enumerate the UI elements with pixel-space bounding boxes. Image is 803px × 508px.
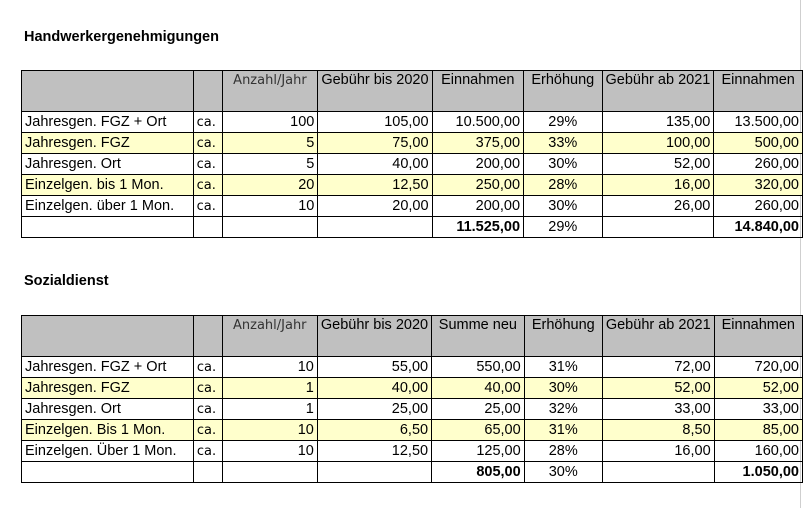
header-gebuehr-2021: Gebühr ab 2021 bbox=[602, 316, 714, 357]
total-anzahl bbox=[222, 217, 318, 238]
cell-anzahl: 100 bbox=[222, 112, 318, 133]
table-row bbox=[22, 420, 803, 441]
cell-erhoehung: 30% bbox=[524, 196, 602, 217]
total-gebuehr-2021 bbox=[602, 462, 714, 483]
total-ca bbox=[193, 217, 222, 238]
cell-erhoehung: 31% bbox=[524, 357, 602, 378]
header-einnahmen: Summe neu bbox=[432, 316, 525, 357]
header-gebuehr-2020: Gebühr bis 2020 bbox=[318, 71, 432, 112]
cell-gebuehr-2020: 12,50 bbox=[318, 175, 432, 196]
table-row bbox=[22, 154, 803, 175]
total-einnahmen-neu: 14.840,00 bbox=[714, 217, 803, 238]
cell-label: Einzelgen. über 1 Mon. bbox=[22, 196, 194, 217]
cell-label: Jahresgen. FGZ + Ort bbox=[22, 357, 194, 378]
header-erhoehung: Erhöhung bbox=[524, 71, 602, 112]
header-anzahl: Anzahl/Jahr bbox=[222, 316, 317, 357]
cell-einnahmen-neu: 52,00 bbox=[714, 378, 802, 399]
header-erhoehung: Erhöhung bbox=[524, 316, 602, 357]
header-gebuehr-2020: Gebühr bis 2020 bbox=[317, 316, 431, 357]
cell-anzahl: 1 bbox=[222, 378, 317, 399]
cell-label: Einzelgen. Über 1 Mon. bbox=[22, 441, 194, 462]
table-row bbox=[22, 175, 803, 196]
total-ca bbox=[193, 462, 222, 483]
cell-ca: ca. bbox=[193, 196, 222, 217]
cell-einnahmen: 550,00 bbox=[432, 357, 525, 378]
total-erhoehung: 30% bbox=[524, 462, 602, 483]
cell-gebuehr-2021: 26,00 bbox=[602, 196, 714, 217]
cell-label: Einzelgen. Bis 1 Mon. bbox=[22, 420, 194, 441]
cell-gebuehr-2020: 40,00 bbox=[317, 378, 431, 399]
cell-einnahmen: 40,00 bbox=[432, 378, 525, 399]
cell-erhoehung: 30% bbox=[524, 154, 602, 175]
header-row bbox=[22, 71, 803, 112]
cell-label: Jahresgen. Ort bbox=[22, 399, 194, 420]
cell-gebuehr-2020: 55,00 bbox=[317, 357, 431, 378]
cell-einnahmen-neu: 13.500,00 bbox=[714, 112, 803, 133]
total-label bbox=[22, 217, 194, 238]
cell-einnahmen: 375,00 bbox=[432, 133, 523, 154]
header-label bbox=[22, 316, 194, 357]
cell-label: Einzelgen. bis 1 Mon. bbox=[22, 175, 194, 196]
cell-gebuehr-2021: 8,50 bbox=[602, 420, 714, 441]
total-einnahmen: 11.525,00 bbox=[432, 217, 523, 238]
cell-anzahl: 10 bbox=[222, 357, 317, 378]
total-anzahl bbox=[222, 462, 317, 483]
cell-ca: ca. bbox=[193, 441, 222, 462]
cell-ca: ca. bbox=[193, 357, 222, 378]
total-einnahmen: 805,00 bbox=[432, 462, 525, 483]
cell-erhoehung: 28% bbox=[524, 441, 602, 462]
cell-einnahmen-neu: 260,00 bbox=[714, 196, 803, 217]
table-row bbox=[22, 378, 803, 399]
table-row bbox=[22, 441, 803, 462]
cell-einnahmen-neu: 260,00 bbox=[714, 154, 803, 175]
cell-anzahl: 20 bbox=[222, 175, 318, 196]
cell-anzahl: 10 bbox=[222, 420, 317, 441]
table-handwerkergenehmigungen bbox=[21, 70, 803, 238]
total-row bbox=[22, 217, 803, 238]
cell-einnahmen: 125,00 bbox=[432, 441, 525, 462]
table-sozialdienst bbox=[21, 315, 803, 483]
total-gebuehr-2020 bbox=[318, 217, 432, 238]
header-einnahmen-neu: Einnahmen bbox=[714, 316, 802, 357]
section-title-handwerker: Handwerkergenehmigungen bbox=[24, 29, 219, 45]
cell-erhoehung: 29% bbox=[524, 112, 602, 133]
cell-gebuehr-2021: 16,00 bbox=[602, 175, 714, 196]
cell-gebuehr-2021: 16,00 bbox=[602, 441, 714, 462]
cell-einnahmen: 25,00 bbox=[432, 399, 525, 420]
cell-gebuehr-2020: 6,50 bbox=[317, 420, 431, 441]
cell-erhoehung: 28% bbox=[524, 175, 602, 196]
total-gebuehr-2021 bbox=[602, 217, 714, 238]
header-gebuehr-2021: Gebühr ab 2021 bbox=[602, 71, 714, 112]
header-einnahmen-neu: Einnahmen bbox=[714, 71, 803, 112]
cell-gebuehr-2021: 52,00 bbox=[602, 154, 714, 175]
table-row bbox=[22, 399, 803, 420]
cell-erhoehung: 31% bbox=[524, 420, 602, 441]
total-erhoehung: 29% bbox=[524, 217, 602, 238]
cell-einnahmen-neu: 33,00 bbox=[714, 399, 802, 420]
cell-einnahmen-neu: 720,00 bbox=[714, 357, 802, 378]
cell-einnahmen-neu: 500,00 bbox=[714, 133, 803, 154]
cell-gebuehr-2020: 40,00 bbox=[318, 154, 432, 175]
table-row bbox=[22, 196, 803, 217]
header-ca bbox=[193, 316, 222, 357]
cell-anzahl: 5 bbox=[222, 154, 318, 175]
total-label bbox=[22, 462, 194, 483]
cell-gebuehr-2021: 52,00 bbox=[602, 378, 714, 399]
cell-ca: ca. bbox=[193, 112, 222, 133]
header-anzahl: Anzahl/Jahr bbox=[222, 71, 318, 112]
cell-erhoehung: 33% bbox=[524, 133, 602, 154]
header-einnahmen: Einnahmen bbox=[432, 71, 523, 112]
cell-ca: ca. bbox=[193, 175, 222, 196]
cell-gebuehr-2020: 75,00 bbox=[318, 133, 432, 154]
cell-gebuehr-2021: 72,00 bbox=[602, 357, 714, 378]
cell-einnahmen: 10.500,00 bbox=[432, 112, 523, 133]
cell-anzahl: 5 bbox=[222, 133, 318, 154]
cell-ca: ca. bbox=[193, 133, 222, 154]
cell-ca: ca. bbox=[193, 378, 222, 399]
cell-gebuehr-2021: 135,00 bbox=[602, 112, 714, 133]
cell-gebuehr-2020: 105,00 bbox=[318, 112, 432, 133]
total-gebuehr-2020 bbox=[317, 462, 431, 483]
total-row bbox=[22, 462, 803, 483]
cell-einnahmen: 250,00 bbox=[432, 175, 523, 196]
cell-gebuehr-2020: 12,50 bbox=[317, 441, 431, 462]
cell-gebuehr-2020: 25,00 bbox=[317, 399, 431, 420]
cell-erhoehung: 30% bbox=[524, 378, 602, 399]
cell-ca: ca. bbox=[193, 420, 222, 441]
cell-anzahl: 1 bbox=[222, 399, 317, 420]
header-row bbox=[22, 316, 803, 357]
cell-erhoehung: 32% bbox=[524, 399, 602, 420]
cell-einnahmen-neu: 85,00 bbox=[714, 420, 802, 441]
cell-label: Jahresgen. FGZ bbox=[22, 133, 194, 154]
cell-gebuehr-2021: 33,00 bbox=[602, 399, 714, 420]
cell-einnahmen-neu: 160,00 bbox=[714, 441, 802, 462]
table-row bbox=[22, 357, 803, 378]
table-row bbox=[22, 112, 803, 133]
cell-anzahl: 10 bbox=[222, 196, 318, 217]
cell-einnahmen: 200,00 bbox=[432, 154, 523, 175]
total-einnahmen-neu: 1.050,00 bbox=[714, 462, 802, 483]
cell-ca: ca. bbox=[193, 399, 222, 420]
header-ca bbox=[193, 71, 222, 112]
cell-gebuehr-2020: 20,00 bbox=[318, 196, 432, 217]
cell-label: Jahresgen. Ort bbox=[22, 154, 194, 175]
cell-ca: ca. bbox=[193, 154, 222, 175]
header-label bbox=[22, 71, 194, 112]
cell-gebuehr-2021: 100,00 bbox=[602, 133, 714, 154]
cell-einnahmen: 65,00 bbox=[432, 420, 525, 441]
cell-label: Jahresgen. FGZ bbox=[22, 378, 194, 399]
table-row bbox=[22, 133, 803, 154]
cell-einnahmen: 200,00 bbox=[432, 196, 523, 217]
cell-anzahl: 10 bbox=[222, 441, 317, 462]
section-title-sozialdienst: Sozialdienst bbox=[24, 273, 109, 289]
cell-einnahmen-neu: 320,00 bbox=[714, 175, 803, 196]
cell-label: Jahresgen. FGZ + Ort bbox=[22, 112, 194, 133]
